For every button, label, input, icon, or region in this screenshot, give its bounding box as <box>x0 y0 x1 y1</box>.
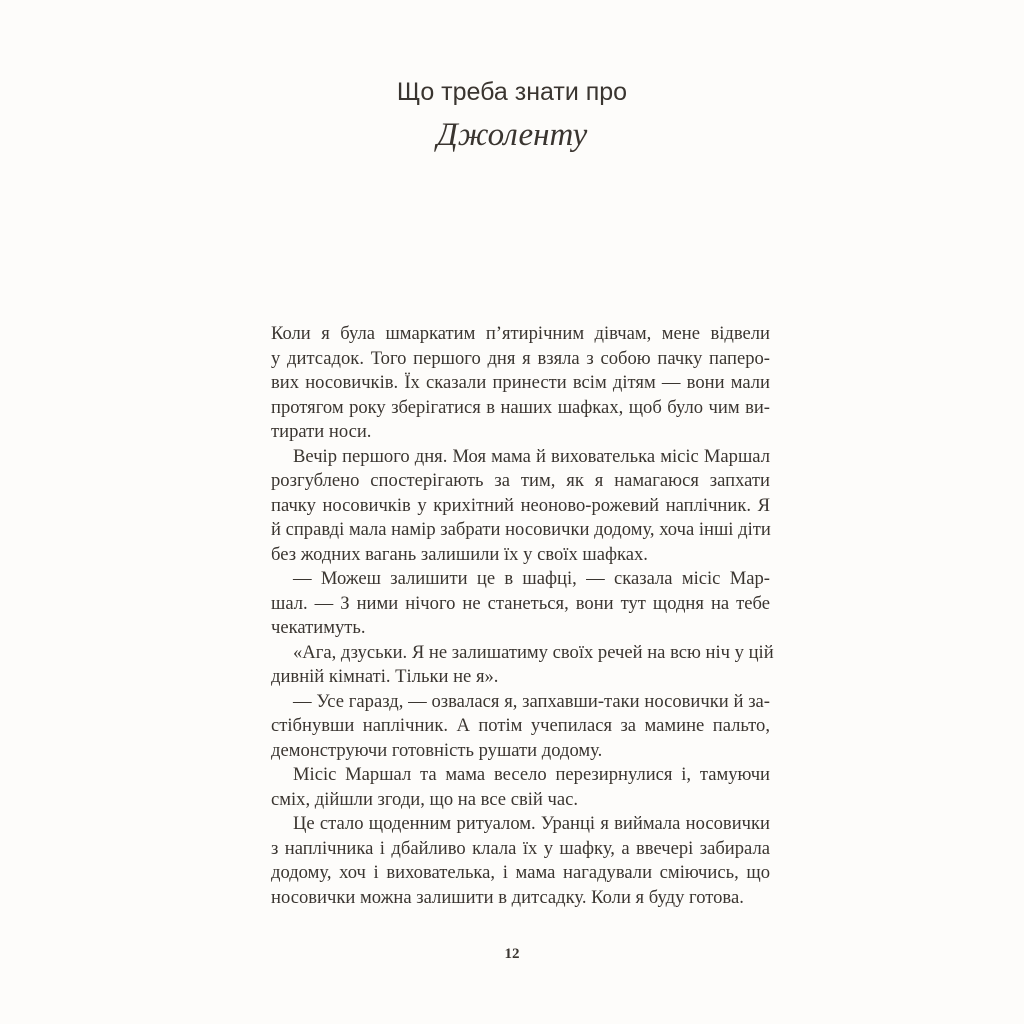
text-line: Це стало щоденним ритуалом. Уранці я виймала носовички <box>293 813 770 834</box>
text-line: Місіс Маршал та мама весело перезирнулися і, тамуючи <box>293 764 770 785</box>
text-line: тирати носи. <box>271 421 372 442</box>
text-line: з наплічника і дбайливо клала їх у шафку, а ввечері забирала <box>271 837 770 859</box>
chapter-heading-line2: Джоленту <box>436 117 588 153</box>
text-line: вих носовичків. Їх сказали принести всім дітям — вони мали <box>271 372 770 393</box>
text-line: пачку носовичків у крихітний неоново-рожевий наплічник. Я <box>271 494 770 516</box>
paragraph <box>271 690 770 764</box>
text-line: — Можеш залишити це в шафці, — сказала місіс Мар- <box>293 568 770 589</box>
page-number: 12 <box>504 946 520 962</box>
text-line: носовички можна залишити в дитсадку. Коли я буду готова. <box>271 886 744 908</box>
text-line: протягом року зберігатися в наших шафках, щоб було чим ви- <box>271 396 770 418</box>
text-line: чекатимуть. <box>271 617 366 638</box>
body-text <box>271 322 774 910</box>
paragraph <box>271 641 774 690</box>
text-line: у дитсадок. Того першого дня я взяла з собою пачку паперо- <box>271 347 770 369</box>
paragraph <box>271 445 770 568</box>
text-line: сміх, дійшли згоди, що на все свій час. <box>271 788 578 810</box>
text-line: шал. — З ними нічого не станеться, вони тут щодня на тебе <box>271 592 770 614</box>
text-line: «Ага, дзуськи. Я не залишатиму своїх речей на всю ніч у цій <box>293 641 774 663</box>
text-line: додому, хоч і вихователька, і мама нагадували сміючись, що <box>271 862 770 883</box>
text-line: — Усе гаразд, — озвалася я, запхавши-таки носовички й за- <box>293 690 770 712</box>
text-line: Коли я була шмаркатим п’ятирічним дівчам, мене відвели <box>271 323 770 344</box>
text-line: без жодних вагань залишили їх у своїх шафках. <box>271 543 648 565</box>
text-line: дивній кімнаті. Тільки не я». <box>271 666 499 687</box>
text-line: розгублено спостерігають за тим, як я намагаюся запхати <box>271 470 770 491</box>
paragraph <box>271 763 770 812</box>
text-line: стібнувши наплічник. А потім учепилася за мамине пальто, <box>271 715 770 736</box>
text-line: й справді мала намір забрати носовички додому, хоча інші діти <box>271 519 771 540</box>
text-line: Вечір першого дня. Моя мама й вихователька місіс Маршал <box>293 445 770 467</box>
paragraph <box>271 812 770 910</box>
paragraph <box>271 322 770 445</box>
text-line: демонструючи готовність рушати додому. <box>271 739 603 761</box>
paragraph <box>271 567 770 641</box>
chapter-heading-line1: Що треба знати про <box>396 78 628 106</box>
